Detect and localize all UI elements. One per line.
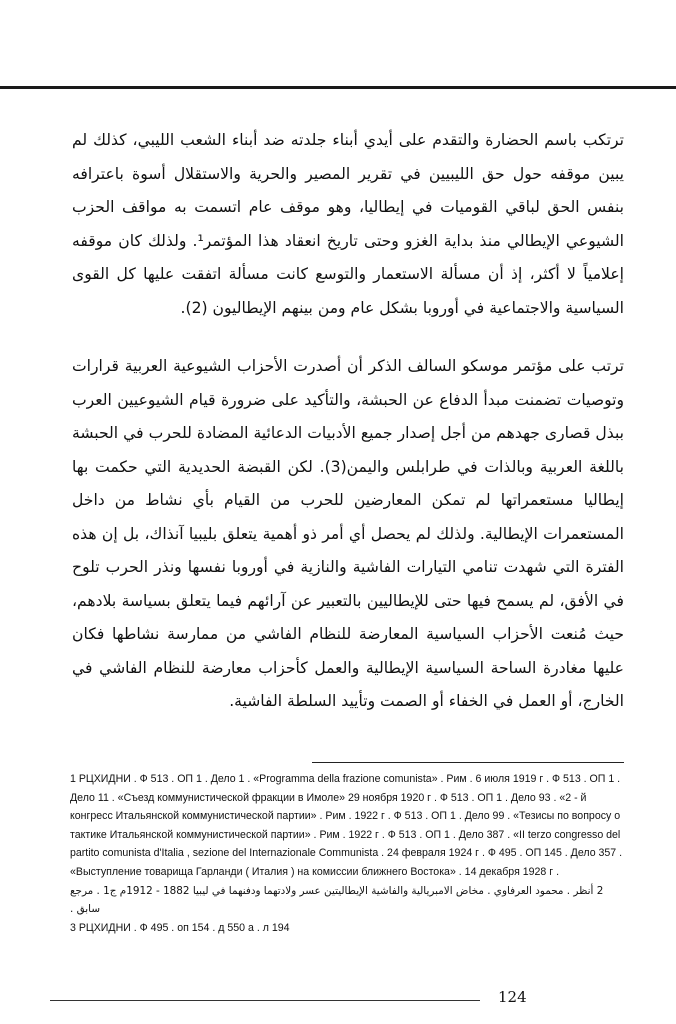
- footnote-1: 1 РЦХИДНИ . Ф 513 . ОП 1 . Дело 1 . «Programma della frazione comunista» . Рим . 6 июля 1919 г . Ф 513 . ОП 1 . Дело 11 . «Съезд коммунистической фракции в Имоле» 29 ноября 1920 г . Ф 513 . ОП 1 . Дело 93 . «2 - й конгресс Итальянской коммунистической партии» . Рим . 1922 г . Ф 513 . ОП 1 . Дело 99 . «Тезисы по вопросу о тактике Итальянской коммунистической партии» . Рим . 1922 г . Ф 513 . ОП 1 . Дело 387 . «II terzo congresso del partito comunista d'Italia , sezione del Internazionale Communista . 24 февраля 1924 г . Ф 495 . ОП 145 . Дело 357 . «Выступление товарища Гарланди ( Италия ) на комиссии ближнего Востока» . 14 декабря 1928 г .: [70, 773, 623, 878]
- paragraph: ترتب على مؤتمر موسكو السالف الذكر أن أصدرت الأحزاب الشيوعية العربية قرارات وتوصيات تضمنت مبدأ الدفاع عن الحبشة، والتأكيد على ضرورة قيام الشيوعيين العرب ببذل قصارى جهدهم من أجل إصدار جميع الأدبيات الدعائية المضادة للحرب في الحبشة باللغة العربية وبالذات في طرابلس واليمن(3). لكن القبضة الحديدية التي حكمت بها إيطاليا مستعمراتها لم تمكن المعارضين للحرب من القيام بأي نشاط من داخل المستعمرات الإيطالية. ولذلك لم يحصل أي أمر ذو أهمية يتعلق بليبيا آنذاك، بل إن هذه الفترة التي شهدت تنامي التيارات الفاشية والنازية في أوروبا نفسها ونذر الحرب تلوح في الأفق، لم يسمح فيها حتى للإيطاليين بالتعبير عن آرائهم فيما يتعلق بسياسة بلادهم، حيث مُنعت الأحزاب السياسية المعارضة للنظام الفاشي من ممارسة نشاطها فكان عليها مغادرة الساحة السياسية الإيطالية والعمل كأحزاب معارضة للنظام الفاشي في الخارج، أو العمل في الخفاء أو الصمت وتأييد السلطة الفاشية.: [72, 357, 624, 710]
- footnote-3: 3 РЦХИДНИ . Ф 495 . оп 154 . д 550 а . л 194: [70, 921, 290, 934]
- footnote-separator: [312, 762, 624, 763]
- header-rule: [0, 86, 676, 89]
- footnote-2: 2 أنظر . محمود العرفاوي . مخاض الامبريالية والفاشية الإيطاليتين عسر ولادتهما ودفنهما في ليبيا 1882 - 1912م ج1 . مرجع سابق .: [70, 884, 604, 916]
- paragraph: ترتكب باسم الحضارة والتقدم على أيدي أبناء جلدته ضد أبناء الشعب الليبي، كذلك لم يبين موقفه حول حق الليبيين في تقرير المصير والحرية والاستقلال أسوة باعترافه بنفس الحق لباقي القوميات في إيطاليا، وهو موقف عام اتسمت به مواقف الحزب الشيوعي الإيطالي منذ بداية الغزو وحتى تاريخ انعقاد هذا المؤتمر¹. ولذلك كان موقفه إعلامياً لا أكثر، إذ أن مسألة الاستعمار والتوسع كانت مسألة اتفقت عليها كل القوى السياسية والاجتماعية في أوروبا بشكل عام ومن بينهم الإيطاليون (2).: [72, 131, 624, 317]
- page-number: 124: [498, 988, 527, 1006]
- footer-rule: [50, 1000, 480, 1001]
- footnotes: [70, 770, 625, 937]
- main-text: [72, 124, 624, 719]
